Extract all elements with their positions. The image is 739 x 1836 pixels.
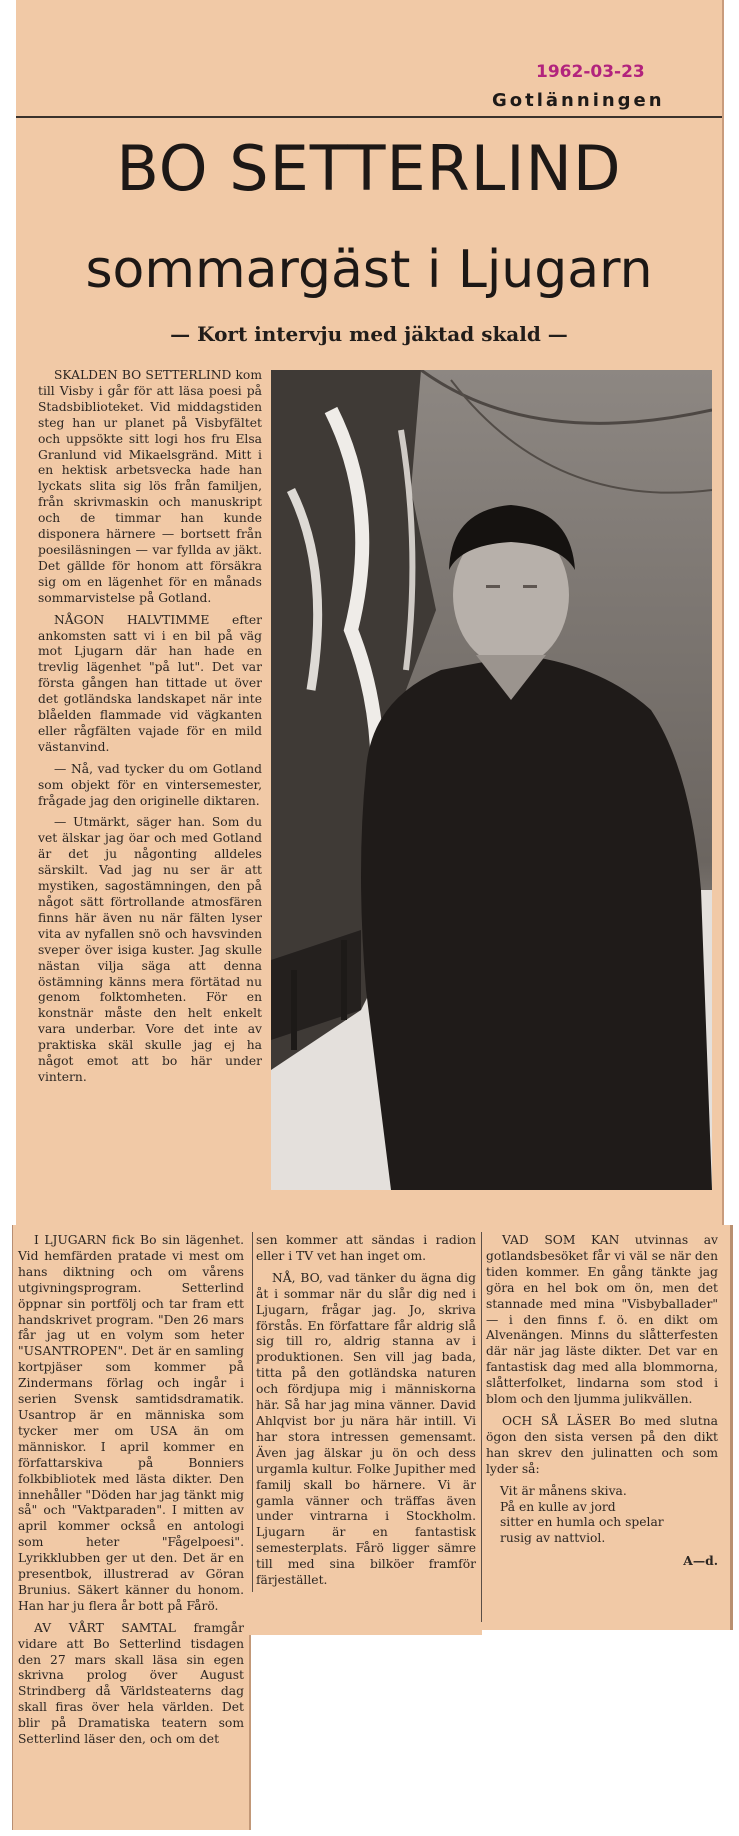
column-divider — [252, 1232, 253, 1592]
headline-subtitle: sommargäst i Ljugarn — [85, 240, 653, 300]
poem-line: sitter en humla och spelar — [500, 1515, 664, 1530]
paragraph: NÅ, BO, vad tänker du ägna dig åt i sommar när du slår dig ned i Ljugarn, frågar jag. Jo, skriva förstås. En författare får aldrig slå sig till ro, aldrig stanna av i produktionen. Sen vill jag bada, titta på den gotländska naturen och fördjupa mig i människorna här. Så har jag mina vänner. David Ahlqvist bor ju nära här intill. Vi har stora intressen gemensamt. Även jag älskar ju ön och dess urgamla kultur. Folke Jupither med familj skall bo härnere. Vi är gamla vänner och träffas även under vintrarna i Stockholm. Ljugarn är en fantastisk semesterplats. Fårö ligger sämre till med sina bilköer framför färjestället. — [256, 1270, 476, 1588]
column-bottom-middle — [256, 1233, 476, 1595]
column-bottom-right — [486, 1233, 718, 1569]
subheading: — Kort intervju med jäktad skald — — [170, 322, 568, 346]
author-signature: A—d. — [683, 1553, 718, 1569]
portrait-photo-icon — [271, 370, 712, 1190]
paragraph: AV VÅRT SAMTAL framgår vidare att Bo Setterlind tisdagen den 27 mars skall läsa sin egen skrivna prolog över August Strindberg då Världsteaterns dag skall firas över hela världen. Det blir på Dramatiska teatern som Setterlind läser den, och om det — [18, 1620, 244, 1747]
poem-line: rusig av nattviol. — [500, 1531, 606, 1546]
column-divider — [481, 1232, 482, 1622]
headline-title: BO SETTERLIND — [116, 132, 622, 205]
newspaper-name: Gotlänningen — [492, 90, 665, 111]
paragraph: sen kommer att sändas i radion eller i TV vet han inget om. — [256, 1233, 476, 1263]
paragraph: OCH SÅ LÄSER Bo med slutna ögon den sista versen på den dikt han skrev den julinatten och som lyder så: — [486, 1413, 718, 1476]
paragraph: — Utmärkt, säger han. Som du vet älskar jag öar och med Gotland är det ju någonting alldeles särskilt. Vad jag nu ser är att mystiken, sagostämningen, den på något sätt förtrollande atmosfären finns här även nu när fälten lyser vita av nyfallen snö och havsvinden sveper över isiga kuster. Jag skulle nästan vilja säga att denna östämning känns mera förtätad nu genom folktomheten. För en konstnär måste den helt enkelt vara underbar. Vore det inte av praktiska skäl skulle jag ej ha något emot att bo här under vintern. — [38, 815, 262, 1084]
portrait-photo — [271, 370, 712, 1190]
clipping-date: 1962-03-23 — [536, 62, 645, 82]
poem-line: Vit är månens skiva. — [500, 1483, 627, 1498]
paragraph: SKALDEN BO SETTERLIND kom till Visby i går för att läsa poesi på Stadsbiblioteket. Vid middagstiden steg han ur planet på Visbyfältet och uppsökte sitt logi hos fru Elsa Granlund vid Mikaelsgränd. Mitt i en hektisk arbetsvecka hade han lyckats slita sig lös från familjen, från skrivmaskin och manuskript och de timmar han kunde disponera härnere — bortsett från poesiläsningen — var fyllda av jäkt. Det gällde för honom att försäkra sig om en lägenhet för en månads sommarvistelse på Gotland. — [38, 368, 262, 605]
paragraph: I LJUGARN fick Bo sin lägenhet. Vid hemfärden pratade vi mest om hans diktning och om vårens utgivningsprogram. Setterlind öppnar sin portfölj och tar fram ett handskrivet program. "Den 26 mars får jag ut en volym som heter "USANTROPEN". Det är en samling kortpjäser som kommer på Zindermans förlag och ingår i serien Svensk samtidsdramatik. Usantrop är en människa som tycker mer om USA än om människor. I april kommer en författarskiva på Bonniers folkbibliotek med lästa dikter. Den innehåller "Döden har jag tänkt mig så" och "Vaktparaden". I mitten av april kommer också en antologi som heter "Fågelpoesi". Lyrikklubben ger ut den. Det är en presentbok, illustrerad av Göran Brunius. Säkert känner du honom. Han har ju flera år bott på Fårö. — [18, 1233, 244, 1613]
paragraph: VAD SOM KAN utvinnas av gotlandsbesöket får vi väl se när den tiden kommer. En gång tänkte jag göra en hel bok om ön, men det stannade med mina "Visbyballader" — i den finns f. ö. en dikt om Alvenängen. Minns du slåtterfesten där när jag läste dikter. Det var en fantastisk dag med alla blommorna, slåtterfolket, lindarna som stod i blom och den ljumma julikvällen. — [486, 1233, 718, 1407]
column-bottom-left — [18, 1233, 244, 1754]
column-top-left — [38, 368, 262, 1092]
poem-line: På en kulle av jord — [500, 1499, 616, 1514]
masthead-rule — [16, 116, 722, 118]
paragraph: — Nå, vad tycker du om Gotland som objekt för en vintersemester, frågade jag den originelle diktaren. — [38, 761, 262, 808]
paragraph: NÅGON HALVTIMME efter ankomsten satt vi i en bil på väg mot Ljugarn där han hade en trevlig lägenhet "på lut". Det var första gången han tittade ut över det gotländska landskapet när inte blåelden flammade vid vägkanten eller rågfälten vajade för en mild västanvind. — [38, 612, 262, 754]
